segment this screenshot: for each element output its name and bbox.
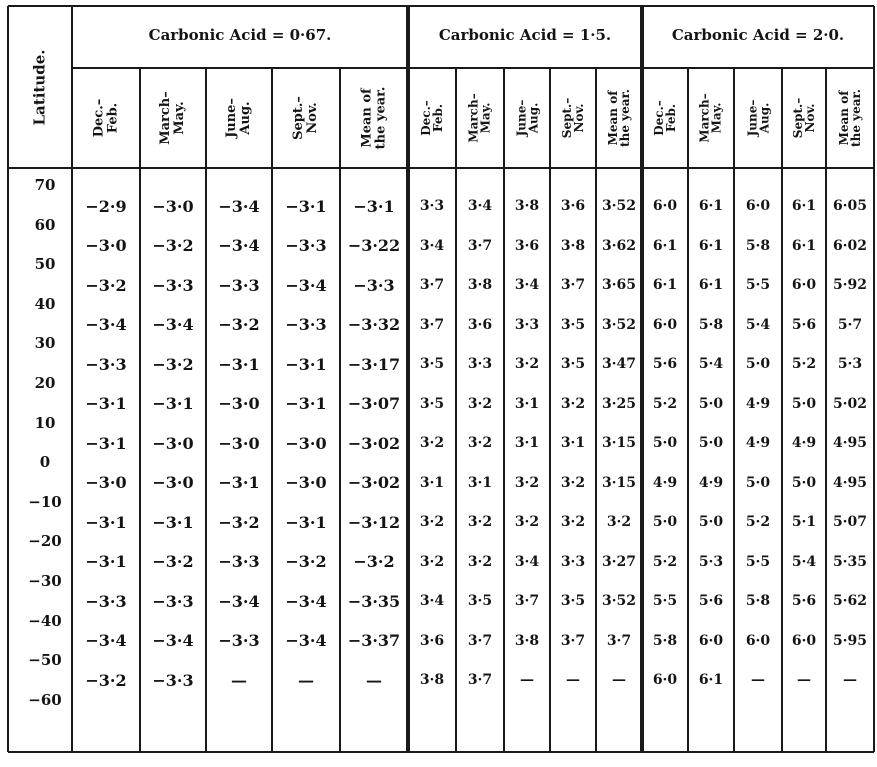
column-header-text: June– Aug. — [744, 99, 771, 137]
table-cell: 6·1 — [791, 237, 817, 254]
table-cell: 5·4 — [745, 316, 771, 333]
column-header — [272, 68, 340, 168]
table-cell: 6·0 — [791, 632, 817, 649]
table-cell: 6·05 — [832, 198, 868, 214]
column-header-text: Dec.– Feb. — [419, 100, 445, 136]
table-cell: 3·7 — [560, 632, 586, 649]
table-cell: 3·6 — [467, 316, 493, 333]
column-header-text: Sept.– Nov. — [790, 97, 817, 139]
table-cell: 3·7 — [467, 632, 493, 649]
column-header-text: March– May. — [698, 93, 725, 143]
column-header-text: Mean of the year. — [837, 89, 863, 147]
column-header-text: March– May. — [158, 91, 187, 145]
table-cell: 6·1 — [652, 277, 678, 293]
table-cell: 6·0 — [652, 316, 678, 333]
table-cell: — — [797, 672, 811, 688]
table-cell: 3·8 — [514, 632, 540, 649]
table-cell: −3·2 — [218, 512, 260, 532]
table-cell: 6·02 — [832, 237, 868, 254]
group-title: Carbonic Acid = 0·67. — [148, 26, 332, 44]
table-cell: 5·8 — [652, 632, 678, 649]
table-cell: 5·1 — [791, 514, 817, 530]
table-cell: 3·2 — [467, 553, 493, 570]
table-cell: 3·6 — [560, 198, 586, 214]
table-cell: 6·1 — [791, 198, 817, 214]
table-cell: 5·3 — [698, 553, 724, 570]
column-header-text: Mean of the year. — [359, 86, 388, 150]
table-cell: 5·0 — [698, 514, 724, 530]
table-cell: −2·9 — [85, 196, 127, 216]
table-cell: −3·3 — [285, 236, 327, 255]
table-cell: 3·3 — [514, 316, 540, 333]
table-cell: 3·7 — [606, 632, 632, 649]
table-cell: 3·3 — [467, 356, 493, 372]
table-cell: 3·4 — [514, 553, 540, 570]
table-cell: — — [366, 670, 382, 690]
column-header — [596, 68, 642, 168]
table-cell: 6·0 — [745, 198, 771, 214]
column-header-text: June– Aug. — [223, 98, 253, 138]
table-cell: 3·5 — [560, 316, 586, 333]
table-cell: 5·4 — [698, 356, 724, 372]
table-cell: −3·35 — [347, 591, 401, 611]
table-cell: 5·0 — [652, 514, 678, 530]
latitude-label: 10 — [34, 413, 56, 432]
table-cell: −3·3 — [218, 275, 260, 295]
table-cell: −3·0 — [285, 473, 327, 492]
table-cell: −3·2 — [285, 552, 327, 571]
column-header — [206, 68, 272, 168]
column-header-text: Sept.– Nov. — [291, 96, 320, 140]
table-cell: 5·2 — [745, 514, 771, 530]
table-cell: −3·2 — [85, 670, 127, 690]
table-cell: 3·52 — [601, 593, 637, 609]
table-cell: 3·5 — [560, 593, 586, 609]
table-cell: 3·2 — [419, 435, 445, 451]
table-cell: 3·5 — [419, 395, 445, 412]
column-header — [456, 68, 504, 168]
table-cell: 5·0 — [745, 356, 771, 372]
table-cell: 6·1 — [698, 198, 724, 214]
table-cell: 5·0 — [698, 395, 724, 412]
table-cell: −3·4 — [85, 631, 127, 650]
latitude-label: −50 — [28, 651, 62, 670]
column-header — [504, 68, 550, 168]
latitude-header-text: Latitude. — [30, 49, 49, 125]
table-cell: 6·1 — [698, 277, 724, 293]
table-cell: 3·2 — [514, 474, 540, 491]
table-cell: −3·02 — [347, 433, 401, 453]
table-cell: 3·7 — [514, 593, 540, 609]
table-cell: 3·2 — [560, 474, 586, 491]
latitude-label: 50 — [34, 255, 56, 274]
table-cell: 5·6 — [791, 593, 817, 609]
table-cell: 4·95 — [832, 435, 868, 451]
table-cell: 5·4 — [791, 553, 817, 570]
table-cell: −3·1 — [85, 552, 127, 571]
table-cell: 3·3 — [560, 553, 586, 570]
table-cell: −3·1 — [353, 196, 395, 216]
table-cell: 6·0 — [698, 632, 724, 649]
group-title: Carbonic Acid = 2·0. — [671, 26, 845, 44]
table-cell: 5·8 — [698, 316, 724, 333]
table-cell: −3·4 — [285, 591, 327, 611]
latitude-label: −30 — [28, 572, 62, 590]
table-cell: 6·0 — [791, 277, 817, 293]
table-cell: 3·2 — [560, 395, 586, 412]
table-cell: 3·7 — [467, 672, 493, 688]
table-cell: −3·0 — [152, 433, 194, 453]
latitude-label: 70 — [34, 176, 56, 194]
table-cell: −3·2 — [218, 315, 260, 334]
table-cell: −3·1 — [152, 512, 194, 532]
table-cell: 3·7 — [419, 316, 445, 333]
table-cell: −3·1 — [85, 394, 127, 413]
table-cell: — — [566, 672, 580, 688]
table-cell: 5·02 — [832, 395, 868, 412]
table-cell: 3·1 — [514, 395, 540, 412]
table-cell: 3·7 — [467, 237, 493, 254]
table-cell: 3·2 — [467, 514, 493, 530]
table-cell: 3·3 — [419, 198, 445, 214]
table-cell: −3·0 — [85, 473, 127, 492]
table-cell: 6·0 — [652, 672, 678, 688]
table-cell: 3·2 — [467, 395, 493, 412]
table-cell: 5·0 — [698, 435, 724, 451]
table-cell: 3·1 — [467, 474, 493, 491]
column-header — [550, 68, 596, 168]
table-cell: −3·1 — [85, 433, 127, 453]
table-cell: 3·7 — [560, 277, 586, 293]
table-cell: −3·3 — [152, 670, 194, 690]
table-cell: 3·6 — [514, 237, 540, 254]
table-cell: −3·0 — [152, 473, 194, 492]
table-cell: 6·0 — [745, 632, 771, 649]
table-cell: −3·4 — [152, 315, 194, 334]
table-cell: 5·6 — [698, 593, 724, 609]
table-cell: 3·1 — [560, 435, 586, 451]
table-cell: 5·8 — [745, 593, 771, 609]
column-header-text: June– Aug. — [513, 99, 540, 137]
table-cell: −3·3 — [218, 631, 260, 650]
table-cell: 5·0 — [745, 474, 771, 491]
latitude-label: 20 — [34, 374, 56, 392]
table-cell: 3·15 — [601, 435, 637, 451]
table-cell: 5·3 — [837, 356, 863, 372]
column-header — [734, 68, 782, 168]
table-cell: — — [843, 672, 857, 688]
table-cell: 4·9 — [745, 395, 771, 412]
table-cell: −3·0 — [218, 433, 260, 453]
table-cell: −3·3 — [85, 591, 127, 611]
table-cell: 3·6 — [419, 632, 445, 649]
table-cell: −3·2 — [353, 552, 395, 571]
latitude-label: 60 — [34, 215, 56, 234]
table-cell: 3·62 — [601, 237, 637, 254]
column-header-text: Dec.– Feb. — [91, 98, 120, 138]
table-cell: −3·3 — [152, 275, 194, 295]
table-cell: — — [612, 672, 626, 688]
table-cell: — — [751, 672, 765, 688]
table-cell: −3·12 — [347, 512, 401, 532]
table-cell: −3·2 — [152, 552, 194, 571]
table-cell: 4·9 — [652, 474, 678, 491]
table-cell: 5·7 — [837, 316, 863, 333]
top-border — [8, 5, 874, 7]
table-cell: 3·27 — [601, 553, 637, 570]
bottom-border — [8, 751, 874, 753]
table-cell: −3·3 — [218, 552, 260, 571]
table-cell: 5·0 — [791, 474, 817, 491]
table-cell: −3·1 — [218, 473, 260, 492]
table-cell: — — [298, 670, 314, 690]
latitude-label: 0 — [39, 453, 51, 472]
table-cell: 3·5 — [560, 356, 586, 372]
latitude-label: −60 — [28, 690, 62, 709]
column-header — [782, 68, 826, 168]
table-cell: 3·25 — [601, 395, 637, 412]
latitude-label: −10 — [28, 492, 62, 511]
table-cell: 5·07 — [832, 514, 868, 530]
table-cell: 3·8 — [560, 237, 586, 254]
table-cell: −3·2 — [152, 236, 194, 255]
table-cell: 3·2 — [514, 356, 540, 372]
column-header — [688, 68, 734, 168]
latitude-header — [8, 6, 72, 168]
table-cell: 5·92 — [832, 277, 868, 293]
table-cell: — — [231, 670, 247, 690]
table-cell: 6·1 — [698, 672, 724, 688]
column-header — [642, 68, 688, 168]
table-cell: −3·4 — [85, 315, 127, 334]
table-cell: 3·2 — [419, 553, 445, 570]
table-cell: 3·52 — [601, 198, 637, 214]
table-cell: −3·1 — [85, 512, 127, 532]
table-cell: −3·1 — [285, 354, 327, 374]
table-cell: 5·5 — [652, 593, 678, 609]
table-cell: −3·0 — [85, 236, 127, 255]
table-cell: 3·2 — [606, 514, 632, 530]
table-cell: 4·9 — [791, 435, 817, 451]
table-cell: −3·1 — [285, 196, 327, 216]
table-cell: −3·3 — [85, 354, 127, 374]
table-cell: 3·2 — [560, 514, 586, 530]
table-cell: −3·3 — [152, 591, 194, 611]
table-cell: 4·9 — [698, 474, 724, 491]
table-cell: −3·3 — [353, 275, 395, 295]
table-cell: 5·62 — [832, 593, 868, 609]
table-cell: −3·4 — [152, 631, 194, 650]
table-cell: 5·0 — [652, 435, 678, 451]
table-cell: 3·1 — [419, 474, 445, 491]
table-cell: 3·2 — [467, 435, 493, 451]
table-cell: −3·0 — [218, 394, 260, 413]
table-cell: 4·95 — [832, 474, 868, 491]
table-cell: 3·7 — [419, 277, 445, 293]
table-cell: 6·0 — [652, 198, 678, 214]
table-cell: 5·2 — [652, 395, 678, 412]
table-cell: −3·1 — [152, 394, 194, 413]
table-cell: 3·8 — [419, 672, 445, 688]
table-cell: −3·32 — [347, 315, 401, 334]
table-cell: −3·17 — [347, 354, 401, 374]
table-cell: 3·4 — [514, 277, 540, 293]
table-cell: 3·2 — [419, 514, 445, 530]
table-cell: 6·1 — [698, 237, 724, 254]
table-cell: 5·35 — [832, 553, 868, 570]
table-cell: 3·52 — [601, 316, 637, 333]
table-cell: 3·4 — [419, 237, 445, 254]
table-cell: 3·8 — [467, 277, 493, 293]
latitude-label: 40 — [34, 294, 56, 313]
column-header — [72, 68, 140, 168]
column-header-text: Mean of the year. — [606, 89, 632, 147]
table-cell: 6·1 — [652, 237, 678, 254]
table-cell: −3·4 — [218, 591, 260, 611]
table-cell: 3·4 — [419, 593, 445, 609]
column-header — [340, 68, 408, 168]
column-header-text: Sept.– Nov. — [559, 97, 586, 139]
latitude-label: −20 — [28, 532, 62, 551]
table-cell: 3·2 — [514, 514, 540, 530]
column-header — [408, 68, 456, 168]
table-cell: −3·1 — [285, 394, 327, 413]
latitude-label: 30 — [34, 334, 56, 353]
table-cell: 4·9 — [745, 435, 771, 451]
table-cell: −3·07 — [347, 394, 401, 413]
table-cell: 3·8 — [514, 198, 540, 214]
table-cell: −3·3 — [285, 315, 327, 334]
table-cell: 5·8 — [745, 237, 771, 254]
table-cell: 3·15 — [601, 474, 637, 491]
table-cell: −3·1 — [285, 512, 327, 532]
table-cell: −3·4 — [218, 196, 260, 216]
table-cell: −3·0 — [152, 196, 194, 216]
table-cell: 3·47 — [601, 356, 637, 372]
table-cell: 5·2 — [791, 356, 817, 372]
table-cell: −3·2 — [85, 275, 127, 295]
table-cell: 3·1 — [514, 435, 540, 451]
table-cell: −3·37 — [347, 631, 401, 650]
table-cell: 3·4 — [467, 198, 493, 214]
column-header — [826, 68, 874, 168]
column-header — [140, 68, 206, 168]
latitude-label: −40 — [28, 611, 62, 630]
column-header-text: March– May. — [467, 93, 494, 143]
table-cell: −3·1 — [218, 354, 260, 374]
table-cell: 5·5 — [745, 277, 771, 293]
table-cell: 5·0 — [791, 395, 817, 412]
group-title: Carbonic Acid = 1·5. — [438, 26, 612, 44]
table-cell: — — [520, 672, 534, 688]
table-cell: −3·4 — [218, 236, 260, 255]
table-cell: −3·4 — [285, 631, 327, 650]
table-cell: −3·22 — [347, 236, 401, 255]
table-cell: 3·65 — [601, 277, 637, 293]
table-cell: 3·5 — [467, 593, 493, 609]
column-header-text: Dec.– Feb. — [652, 100, 678, 136]
table-cell: 5·6 — [791, 316, 817, 333]
table-cell: 5·95 — [832, 632, 868, 649]
table-cell: −3·0 — [285, 433, 327, 453]
table-cell: 5·5 — [745, 553, 771, 570]
table-cell: −3·4 — [285, 275, 327, 295]
table-cell: 5·6 — [652, 356, 678, 372]
table-cell: 3·5 — [419, 356, 445, 372]
table-cell: 5·2 — [652, 553, 678, 570]
table-cell: −3·2 — [152, 354, 194, 374]
table-cell: −3·02 — [347, 473, 401, 492]
